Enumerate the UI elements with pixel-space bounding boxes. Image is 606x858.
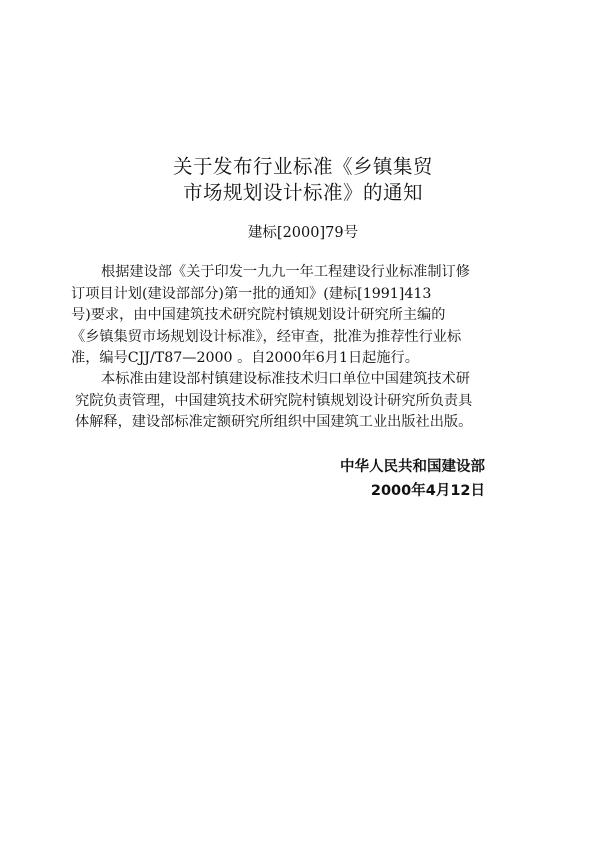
paragraph-1-line: 根据建设部《关于印发一九九一年工程建设行业标准制订修 bbox=[101, 264, 470, 280]
paragraph-1 bbox=[71, 262, 531, 370]
signature-organization: 中华人民共和国建设部 bbox=[340, 459, 485, 475]
document-number: 建标[2000]79号 bbox=[247, 225, 359, 241]
paragraph-1-line: 《乡镇集贸市场规划设计标准》，经审查，批准为推荐性行业标 bbox=[71, 328, 462, 345]
signature-date: 2000年4月12日 bbox=[370, 483, 485, 499]
paragraph-2-line: 究院负责管理，中国建筑技术研究院村镇规划设计研究所负责具 bbox=[75, 392, 473, 409]
paragraph-2-line: 本标准由建设部村镇建设标准技术归口单位中国建筑技术研 bbox=[101, 371, 470, 387]
paragraph-1-line: 准，编号CJJ/T87—2000 。自2000年6月1日起施行。 bbox=[71, 350, 419, 366]
paragraph-1-line: 号)要求，由中国建筑技术研究院村镇规划设计研究所主编的 bbox=[71, 307, 446, 323]
paragraph-1-line: 订项目计划(建设部部分)第一批的通知》(建标[1991]413 bbox=[71, 285, 432, 302]
document-title-line-1: 关于发布行业标准《乡镇集贸 bbox=[172, 155, 433, 178]
document-title-line-2: 市场规划设计标准》的通知 bbox=[182, 181, 423, 204]
paragraph-2 bbox=[71, 369, 531, 434]
paragraph-2-line: 体解释，建设部标准定额研究所组织中国建筑工业出版社出版。 bbox=[75, 414, 473, 430]
